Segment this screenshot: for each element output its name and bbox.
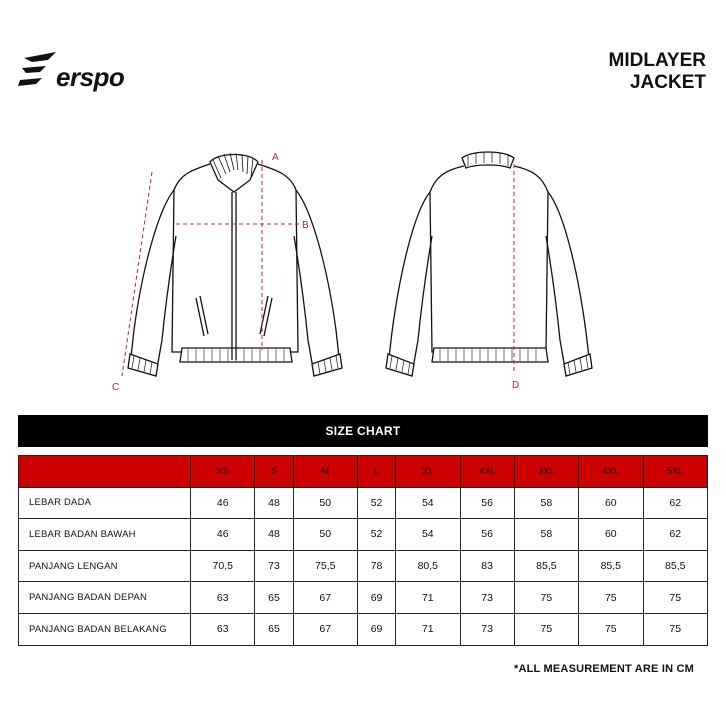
- table-cell: 48: [255, 519, 293, 551]
- row-label: PANJANG BADAN DEPAN: [19, 582, 191, 614]
- measure-label-a: A: [272, 152, 279, 163]
- size-header-cell: M: [293, 456, 357, 488]
- table-cell: 52: [357, 487, 395, 519]
- table-cell: 62: [643, 487, 708, 519]
- table-cell: 73: [255, 550, 293, 582]
- table-cell: 60: [579, 487, 643, 519]
- table-cell: 85,5: [514, 550, 578, 582]
- table-cell: 50: [293, 519, 357, 551]
- size-header-row: [19, 456, 708, 488]
- table-cell: 48: [255, 487, 293, 519]
- measure-label-c: C: [112, 382, 120, 393]
- row-label: PANJANG BADAN BELAKANG: [19, 613, 191, 645]
- table-cell: 71: [396, 613, 460, 645]
- size-chart-heading: SIZE CHART: [18, 415, 708, 447]
- size-header-cell: XL: [396, 456, 460, 488]
- size-header-cell: XXL: [460, 456, 514, 488]
- table-row: [19, 550, 708, 582]
- table-cell: 52: [357, 519, 395, 551]
- front-jacket-drawing: [128, 153, 342, 376]
- table-cell: 67: [293, 613, 357, 645]
- erspo-logo-mark-icon: [18, 50, 58, 90]
- table-cell: 63: [191, 582, 255, 614]
- table-cell: 46: [191, 519, 255, 551]
- size-header-cell: 4XL: [579, 456, 643, 488]
- size-header-cell: S: [255, 456, 293, 488]
- table-cell: 75: [579, 613, 643, 645]
- size-header-cell: 3XL: [514, 456, 578, 488]
- table-cell: 80,5: [396, 550, 460, 582]
- table-cell: 75: [643, 613, 708, 645]
- measure-label-d: D: [512, 380, 520, 391]
- table-cell: 58: [514, 519, 578, 551]
- table-cell: 75,5: [293, 550, 357, 582]
- jacket-illustration: [100, 140, 620, 400]
- table-cell: 75: [579, 582, 643, 614]
- table-cell: 65: [255, 582, 293, 614]
- table-cell: 71: [396, 582, 460, 614]
- table-cell: 56: [460, 487, 514, 519]
- table-cell: 67: [293, 582, 357, 614]
- table-cell: 54: [396, 519, 460, 551]
- size-chart-table: [18, 455, 708, 646]
- product-title-line1: MIDLAYER: [608, 50, 706, 71]
- size-header-cell: XS: [191, 456, 255, 488]
- product-title: [609, 50, 706, 94]
- table-cell: 70,5: [191, 550, 255, 582]
- table-row: [19, 487, 708, 519]
- front-measure-lines: [122, 160, 300, 376]
- size-header-cell: 5XL: [643, 456, 708, 488]
- table-cell: 50: [293, 487, 357, 519]
- table-cell: 85,5: [579, 550, 643, 582]
- table-cell: 65: [255, 613, 293, 645]
- table-cell: 75: [514, 613, 578, 645]
- row-label: PANJANG LENGAN: [19, 550, 191, 582]
- table-cell: 73: [460, 613, 514, 645]
- table-cell: 69: [357, 613, 395, 645]
- row-label: LEBAR BADAN BAWAH: [19, 519, 191, 551]
- measurement-footnote: *ALL MEASUREMENT ARE IN CM: [514, 663, 694, 675]
- measure-label-b: B: [302, 220, 309, 231]
- table-cell: 69: [357, 582, 395, 614]
- measure-line-c: [122, 172, 152, 376]
- table-row: [19, 613, 708, 645]
- table-cell: 83: [460, 550, 514, 582]
- row-label: LEBAR DADA: [19, 487, 191, 519]
- table-cell: 56: [460, 519, 514, 551]
- table-cell: 58: [514, 487, 578, 519]
- table-row: [19, 519, 708, 551]
- table-row: [19, 582, 708, 614]
- size-header-cell: L: [357, 456, 395, 488]
- product-title-line2: JACKET: [629, 72, 706, 93]
- brand-logo: [18, 50, 125, 94]
- table-cell: 60: [579, 519, 643, 551]
- table-cell: 78: [357, 550, 395, 582]
- table-cell: 63: [191, 613, 255, 645]
- table-cell: 75: [643, 582, 708, 614]
- table-cell: 75: [514, 582, 578, 614]
- table-cell: 73: [460, 582, 514, 614]
- table-cell: 62: [643, 519, 708, 551]
- back-jacket-drawing: [386, 152, 592, 376]
- jacket-diagram: [100, 140, 620, 400]
- table-cell: 46: [191, 487, 255, 519]
- table-cell: 54: [396, 487, 460, 519]
- header-empty-cell: [19, 456, 191, 488]
- table-cell: 85,5: [643, 550, 708, 582]
- brand-name: erspo: [56, 62, 125, 92]
